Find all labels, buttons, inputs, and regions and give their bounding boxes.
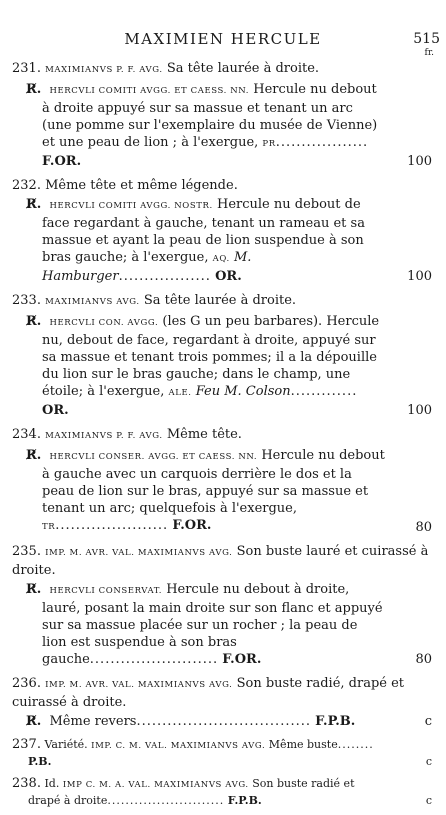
catalog-entry-233 [12,292,432,419]
page-number: 515 [413,31,440,47]
obverse-description: Même tête et même légende. [45,178,238,193]
catalog-entry-236 [12,675,432,730]
reverse-text: Hercule nu debout à gauche avec un carquois derrière le dos et la peau de lion sur le bras, appuyé sur sa massue et tenant un arc; quelquefois à l'exergue, [42,448,385,516]
leader-dots: .................. [118,269,211,284]
catalog-entry-238 [12,776,432,808]
reverse-symbol: R̸. [26,197,42,212]
obverse-line [12,60,432,79]
leader-dots: ...................... [55,518,169,533]
metal-code: F.P.B. [315,714,356,729]
obverse-legend: MAXIMIANVS P. F. AVG. [45,65,163,75]
reverse-text: Même revers [49,714,137,729]
collection-name: Feu M. Colson [195,384,291,399]
price-value: 80 [415,652,432,667]
exergue-mark: TR [42,522,56,532]
obverse-description: Même tête. [166,427,242,442]
obverse-line [12,543,432,579]
reverse-text: Hercule nu debout à droite appuyé sur sa massue et tenant un arc (une pomme sur l'exemplaire du musée de Vienne) et une peau de lion ; à l'exergue, [42,82,378,150]
exergue-mark: ALE. [168,388,192,398]
leader-dots: .................. [275,135,369,150]
obverse-legend: IMP. M. AVR. VAL. MAXIMIANVS AVG. [45,548,233,558]
reverse-text: Hercule nu debout à droite, lauré, posant la main droite sur son flanc et appuyé sur sa massue placée sur un rocher ; la peau de lion est suspendue à son bras gauche [42,582,383,667]
catalog-entry-231 [12,60,432,170]
catalog-entry-232 [12,177,432,285]
entry-number: 234. [12,427,41,442]
reverse-symbol: R̸. [26,582,42,597]
entry-number: 237. [12,737,41,752]
reverse-description [26,713,432,730]
reverse-description [26,447,432,536]
metal-code: F.OR. [172,518,212,533]
obverse-legend: IMP. M. AVR. VAL. MAXIMIANVS AVG. [45,680,233,690]
catalog-entry-235 [12,543,432,668]
reverse-description [26,313,432,419]
page-title: MAXIMIEN HERCULE [124,30,322,48]
obverse-description: Son buste radié, drapé et cuirassé à droite. [12,676,405,710]
metal-code: F.OR. [42,154,82,169]
reverse-legend: HERCVLI CONSERVAT. [49,586,163,596]
obverse-description: Son buste radié et drapé à droite [28,777,355,807]
leader-dots: ........ [337,738,374,751]
reverse-legend: HERCVLI COMITI AVGG. NOSTR. [49,201,213,211]
catalog-entry-237 [12,737,432,769]
reverse-legend: HERCVLI CON. AVGG. [49,318,159,328]
reverse-legend: HERCVLI COMITI AVGG. ET CAESS. NN. [49,86,250,96]
exergue-mark: PR [262,139,276,149]
price-value: 100 [407,403,432,418]
entry-number: 238. [12,776,41,791]
variant-prefix: Id. [44,777,60,790]
page-header [0,0,446,58]
metal-code: OR. [42,403,69,418]
metal-code: F.P.B. [227,794,262,807]
metal-code: P.B. [28,755,52,768]
value-unit: fr. [424,48,434,58]
variant-line [12,776,432,808]
price-value: 100 [407,154,432,169]
price-value: c [425,755,432,768]
entry-number: 232. [12,178,41,193]
price-value: c [425,794,432,807]
reverse-description [26,81,432,170]
price-value: 100 [407,269,432,284]
collection-name: M. Hamburger [42,250,252,284]
obverse-legend: MAXIMIANVS P. F. AVG. [45,431,163,441]
entry-number: 231. [12,61,41,76]
catalog-entries [12,60,432,815]
reverse-description [26,196,432,285]
reverse-legend: HERCVLI CONSER. AVGG. ET CAESS. NN. [49,452,258,462]
metal-code: F.OR. [222,652,262,667]
reverse-text: Hercule nu debout de face regardant à gauche, tenant un rameau et sa massue et ayant la peau de lion suspendue à son bras gauche; à l'exergue, [42,197,365,265]
entry-number: 235. [12,544,41,559]
reverse-text: (les G un peu barbares). Hercule nu, debout de face, regardant à droite, appuyé sur sa massue et tenant trois pommes; il a la dépouille du lion sur le bras gauche; dans le champ, une étoile; à l'exergue, [42,314,380,399]
price-value: c [424,714,432,729]
obverse-description: Sa tête laurée à droite. [166,61,320,76]
reverse-symbol: R̸. [26,82,42,97]
leader-dots: .................................. [136,714,311,729]
leader-dots: .......................... [107,794,225,807]
entry-number: 233. [12,293,41,308]
reverse-symbol: R̸. [26,314,42,329]
obverse-line [12,675,432,711]
variant-line [12,737,432,769]
reverse-symbol: R̸. [26,714,42,729]
obverse-line [12,177,432,194]
reverse-description [26,581,432,668]
variant-prefix: Variété. [44,738,88,751]
entry-number: 236. [12,676,41,691]
catalog-entry-234 [12,426,432,536]
obverse-line [12,292,432,311]
leader-dots: ............. [290,384,358,399]
exergue-mark: AQ. [212,254,230,264]
metal-code: OR. [215,269,242,284]
obverse-description: Sa tête laurée à droite. [143,293,297,308]
obverse-line [12,426,432,445]
leader-dots: ......................... [89,652,219,667]
obverse-legend: IMP C. M. A. VAL. MAXIMIANVS AVG. [62,780,249,790]
obverse-description: Son buste lauré et cuirassé à droite. [12,544,429,578]
obverse-legend: IMP. C. M. VAL. MAXIMIANVS AVG. [91,741,266,751]
reverse-symbol: R̸. [26,448,42,463]
price-value: 80 [415,520,432,535]
obverse-legend: MAXIMIANVS AVG. [45,297,140,307]
obverse-description: Même buste [268,738,338,751]
